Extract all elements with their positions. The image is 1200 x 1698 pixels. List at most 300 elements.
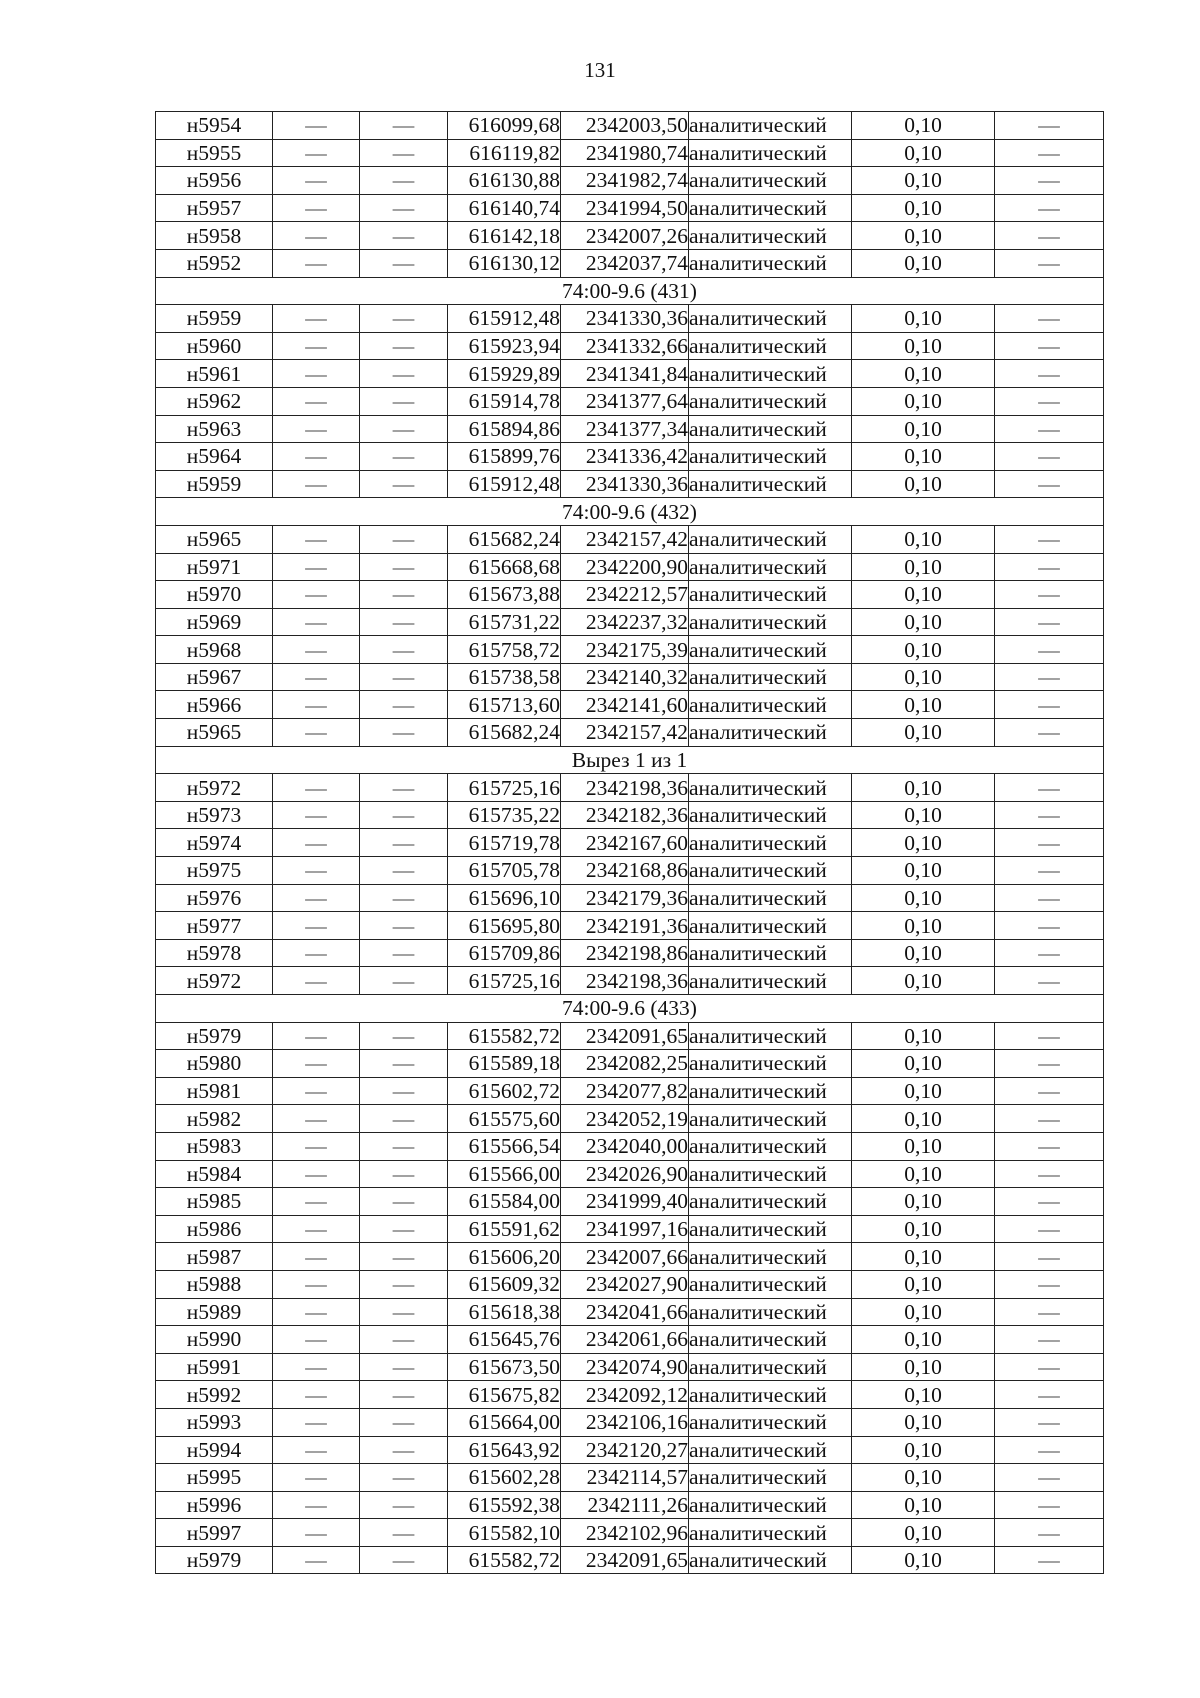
method-cell: аналитический [689,774,852,802]
y-coordinate-cell: 2341994,50 [561,194,689,222]
empty-dash-cell: — [360,470,448,498]
accuracy-cell: 0,10 [852,387,995,415]
y-coordinate-cell: 2342157,42 [561,525,689,553]
empty-dash-cell: — [273,360,360,388]
table-row [156,525,1104,553]
empty-dash-cell: — [995,360,1104,388]
x-coordinate-cell: 615566,54 [448,1132,561,1160]
empty-dash-cell: — [995,1408,1104,1436]
point-name-cell: н5971 [156,553,273,581]
accuracy-cell: 0,10 [852,194,995,222]
point-name-cell: н5956 [156,167,273,195]
y-coordinate-cell: 2342037,74 [561,249,689,277]
empty-dash-cell: — [273,608,360,636]
x-coordinate-cell: 615668,68 [448,553,561,581]
empty-dash-cell: — [995,1050,1104,1078]
x-coordinate-cell: 615582,10 [448,1519,561,1547]
method-cell: аналитический [689,553,852,581]
method-cell: аналитический [689,829,852,857]
method-cell: аналитический [689,636,852,664]
empty-dash-cell: — [273,939,360,967]
point-name-cell: н5982 [156,1105,273,1133]
y-coordinate-cell: 2342052,19 [561,1105,689,1133]
accuracy-cell: 0,10 [852,1215,995,1243]
section-header-row [156,498,1104,526]
empty-dash-cell: — [995,884,1104,912]
x-coordinate-cell: 615735,22 [448,801,561,829]
y-coordinate-cell: 2342175,39 [561,636,689,664]
method-cell: аналитический [689,1464,852,1492]
table-row [156,470,1104,498]
table-row [156,939,1104,967]
empty-dash-cell: — [360,194,448,222]
empty-dash-cell: — [995,663,1104,691]
table-row [156,608,1104,636]
point-name-cell: н5967 [156,663,273,691]
method-cell: аналитический [689,525,852,553]
point-name-cell: н5962 [156,387,273,415]
empty-dash-cell: — [273,1077,360,1105]
empty-dash-cell: — [360,1353,448,1381]
table-row [156,332,1104,360]
empty-dash-cell: — [360,1519,448,1547]
x-coordinate-cell: 615929,89 [448,360,561,388]
empty-dash-cell: — [995,829,1104,857]
y-coordinate-cell: 2342106,16 [561,1408,689,1436]
empty-dash-cell: — [995,1132,1104,1160]
x-coordinate-cell: 615912,48 [448,305,561,333]
point-name-cell: н5960 [156,332,273,360]
empty-dash-cell: — [995,1188,1104,1216]
x-coordinate-cell: 615664,00 [448,1408,561,1436]
x-coordinate-cell: 615713,60 [448,691,561,719]
table-row [156,801,1104,829]
table-row [156,1215,1104,1243]
empty-dash-cell: — [273,470,360,498]
empty-dash-cell: — [273,1105,360,1133]
empty-dash-cell: — [360,1105,448,1133]
empty-dash-cell: — [360,1298,448,1326]
method-cell: аналитический [689,1160,852,1188]
empty-dash-cell: — [273,525,360,553]
accuracy-cell: 0,10 [852,829,995,857]
accuracy-cell: 0,10 [852,801,995,829]
empty-dash-cell: — [995,939,1104,967]
empty-dash-cell: — [273,1326,360,1354]
accuracy-cell: 0,10 [852,139,995,167]
empty-dash-cell: — [995,691,1104,719]
empty-dash-cell: — [273,415,360,443]
empty-dash-cell: — [273,1050,360,1078]
accuracy-cell: 0,10 [852,774,995,802]
y-coordinate-cell: 2342007,26 [561,222,689,250]
accuracy-cell: 0,10 [852,719,995,747]
page-number: 131 [584,58,616,82]
point-name-cell: н5963 [156,415,273,443]
x-coordinate-cell: 615602,72 [448,1077,561,1105]
point-name-cell: н5986 [156,1215,273,1243]
table-row [156,1353,1104,1381]
empty-dash-cell: — [273,1132,360,1160]
empty-dash-cell: — [995,774,1104,802]
x-coordinate-cell: 615923,94 [448,332,561,360]
method-cell: аналитический [689,1105,852,1133]
table-row [156,581,1104,609]
point-name-cell: н5979 [156,1546,273,1574]
y-coordinate-cell: 2342003,50 [561,112,689,140]
x-coordinate-cell: 616130,12 [448,249,561,277]
x-coordinate-cell: 615914,78 [448,387,561,415]
x-coordinate-cell: 616142,18 [448,222,561,250]
y-coordinate-cell: 2342140,32 [561,663,689,691]
empty-dash-cell: — [273,1519,360,1547]
empty-dash-cell: — [360,939,448,967]
table-row [156,857,1104,885]
y-coordinate-cell: 2342167,60 [561,829,689,857]
empty-dash-cell: — [995,553,1104,581]
y-coordinate-cell: 2342237,32 [561,608,689,636]
empty-dash-cell: — [360,719,448,747]
empty-dash-cell: — [273,332,360,360]
point-name-cell: н5972 [156,774,273,802]
x-coordinate-cell: 615673,88 [448,581,561,609]
x-coordinate-cell: 615725,16 [448,967,561,995]
empty-dash-cell: — [995,387,1104,415]
table-row [156,663,1104,691]
empty-dash-cell: — [273,801,360,829]
x-coordinate-cell: 616099,68 [448,112,561,140]
method-cell: аналитический [689,1050,852,1078]
accuracy-cell: 0,10 [852,470,995,498]
method-cell: аналитический [689,1298,852,1326]
coordinates-table [155,111,1104,1574]
point-name-cell: н5981 [156,1077,273,1105]
x-coordinate-cell: 615682,24 [448,719,561,747]
point-name-cell: н5974 [156,829,273,857]
point-name-cell: н5991 [156,1353,273,1381]
x-coordinate-cell: 615582,72 [448,1546,561,1574]
method-cell: аналитический [689,1408,852,1436]
empty-dash-cell: — [273,1298,360,1326]
table-row [156,415,1104,443]
section-header-row [156,277,1104,305]
y-coordinate-cell: 2342026,90 [561,1160,689,1188]
empty-dash-cell: — [273,1270,360,1298]
x-coordinate-cell: 615618,38 [448,1298,561,1326]
y-coordinate-cell: 2341377,64 [561,387,689,415]
table-row [156,249,1104,277]
accuracy-cell: 0,10 [852,1132,995,1160]
empty-dash-cell: — [273,636,360,664]
point-name-cell: н5965 [156,719,273,747]
y-coordinate-cell: 2342191,36 [561,912,689,940]
empty-dash-cell: — [995,415,1104,443]
empty-dash-cell: — [360,884,448,912]
empty-dash-cell: — [360,829,448,857]
method-cell: аналитический [689,360,852,388]
empty-dash-cell: — [273,884,360,912]
empty-dash-cell: — [995,1546,1104,1574]
empty-dash-cell: — [360,691,448,719]
table-row [156,443,1104,471]
method-cell: аналитический [689,1381,852,1409]
empty-dash-cell: — [360,112,448,140]
point-name-cell: н5954 [156,112,273,140]
point-name-cell: н5983 [156,1132,273,1160]
empty-dash-cell: — [995,1022,1104,1050]
empty-dash-cell: — [360,222,448,250]
method-cell: аналитический [689,387,852,415]
empty-dash-cell: — [360,415,448,443]
empty-dash-cell: — [360,774,448,802]
accuracy-cell: 0,10 [852,1188,995,1216]
accuracy-cell: 0,10 [852,553,995,581]
method-cell: аналитический [689,167,852,195]
table-row [156,1243,1104,1271]
method-cell: аналитический [689,194,852,222]
empty-dash-cell: — [273,112,360,140]
accuracy-cell: 0,10 [852,884,995,912]
empty-dash-cell: — [995,1298,1104,1326]
point-name-cell: н5990 [156,1326,273,1354]
point-name-cell: н5972 [156,967,273,995]
table-row [156,774,1104,802]
empty-dash-cell: — [360,1326,448,1354]
y-coordinate-cell: 2342182,36 [561,801,689,829]
method-cell: аналитический [689,1077,852,1105]
empty-dash-cell: — [273,691,360,719]
empty-dash-cell: — [360,663,448,691]
accuracy-cell: 0,10 [852,1160,995,1188]
method-cell: аналитический [689,1491,852,1519]
y-coordinate-cell: 2341997,16 [561,1215,689,1243]
x-coordinate-cell: 615696,10 [448,884,561,912]
table-row [156,1050,1104,1078]
empty-dash-cell: — [995,139,1104,167]
table-row [156,829,1104,857]
empty-dash-cell: — [995,1491,1104,1519]
empty-dash-cell: — [995,470,1104,498]
x-coordinate-cell: 616140,74 [448,194,561,222]
empty-dash-cell: — [360,1491,448,1519]
y-coordinate-cell: 2342074,90 [561,1353,689,1381]
x-coordinate-cell: 615899,76 [448,443,561,471]
empty-dash-cell: — [273,1215,360,1243]
point-name-cell: н5969 [156,608,273,636]
method-cell: аналитический [689,1188,852,1216]
accuracy-cell: 0,10 [852,332,995,360]
empty-dash-cell: — [273,1188,360,1216]
empty-dash-cell: — [995,636,1104,664]
table-row [156,553,1104,581]
y-coordinate-cell: 2341377,34 [561,415,689,443]
x-coordinate-cell: 615894,86 [448,415,561,443]
accuracy-cell: 0,10 [852,939,995,967]
table-row [156,1105,1104,1133]
point-name-cell: н5989 [156,1298,273,1326]
empty-dash-cell: — [360,801,448,829]
empty-dash-cell: — [273,222,360,250]
accuracy-cell: 0,10 [852,1408,995,1436]
point-name-cell: н5959 [156,470,273,498]
empty-dash-cell: — [995,608,1104,636]
empty-dash-cell: — [273,1408,360,1436]
y-coordinate-cell: 2342091,65 [561,1546,689,1574]
point-name-cell: н5968 [156,636,273,664]
y-coordinate-cell: 2342027,90 [561,1270,689,1298]
x-coordinate-cell: 615589,18 [448,1050,561,1078]
accuracy-cell: 0,10 [852,525,995,553]
accuracy-cell: 0,10 [852,581,995,609]
point-name-cell: н5973 [156,801,273,829]
method-cell: аналитический [689,663,852,691]
section-header-row [156,995,1104,1023]
table-row [156,1491,1104,1519]
section-header: 74:00-9.6 (431) [156,277,1104,305]
method-cell: аналитический [689,691,852,719]
empty-dash-cell: — [273,1436,360,1464]
x-coordinate-cell: 615675,82 [448,1381,561,1409]
empty-dash-cell: — [995,1105,1104,1133]
point-name-cell: н5993 [156,1408,273,1436]
empty-dash-cell: — [273,1464,360,1492]
y-coordinate-cell: 2342141,60 [561,691,689,719]
point-name-cell: н5996 [156,1491,273,1519]
point-name-cell: н5984 [156,1160,273,1188]
table-row [156,1436,1104,1464]
section-header: Вырез 1 из 1 [156,746,1104,774]
empty-dash-cell: — [273,139,360,167]
empty-dash-cell: — [995,1519,1104,1547]
x-coordinate-cell: 615609,32 [448,1270,561,1298]
accuracy-cell: 0,10 [852,112,995,140]
x-coordinate-cell: 615566,00 [448,1160,561,1188]
x-coordinate-cell: 616119,82 [448,139,561,167]
y-coordinate-cell: 2341341,84 [561,360,689,388]
empty-dash-cell: — [273,387,360,415]
empty-dash-cell: — [360,1188,448,1216]
method-cell: аналитический [689,967,852,995]
empty-dash-cell: — [995,443,1104,471]
empty-dash-cell: — [995,1243,1104,1271]
empty-dash-cell: — [273,1491,360,1519]
empty-dash-cell: — [273,912,360,940]
section-header-row [156,746,1104,774]
empty-dash-cell: — [360,360,448,388]
table-row [156,1546,1104,1574]
empty-dash-cell: — [360,1022,448,1050]
y-coordinate-cell: 2342111,26 [561,1491,689,1519]
point-name-cell: н5961 [156,360,273,388]
point-name-cell: н5977 [156,912,273,940]
table-row [156,719,1104,747]
table-row [156,1022,1104,1050]
method-cell: аналитический [689,581,852,609]
y-coordinate-cell: 2342092,12 [561,1381,689,1409]
empty-dash-cell: — [273,1353,360,1381]
empty-dash-cell: — [360,249,448,277]
y-coordinate-cell: 2342200,90 [561,553,689,581]
empty-dash-cell: — [995,112,1104,140]
accuracy-cell: 0,10 [852,1464,995,1492]
accuracy-cell: 0,10 [852,1105,995,1133]
empty-dash-cell: — [360,608,448,636]
method-cell: аналитический [689,719,852,747]
empty-dash-cell: — [360,553,448,581]
accuracy-cell: 0,10 [852,857,995,885]
x-coordinate-cell: 615606,20 [448,1243,561,1271]
method-cell: аналитический [689,1353,852,1381]
x-coordinate-cell: 615584,00 [448,1188,561,1216]
table-row [156,1077,1104,1105]
x-coordinate-cell: 615591,62 [448,1215,561,1243]
empty-dash-cell: — [995,525,1104,553]
method-cell: аналитический [689,1436,852,1464]
empty-dash-cell: — [360,387,448,415]
y-coordinate-cell: 2342179,36 [561,884,689,912]
y-coordinate-cell: 2341332,66 [561,332,689,360]
y-coordinate-cell: 2342212,57 [561,581,689,609]
empty-dash-cell: — [360,525,448,553]
empty-dash-cell: — [360,636,448,664]
empty-dash-cell: — [273,581,360,609]
x-coordinate-cell: 615645,76 [448,1326,561,1354]
method-cell: аналитический [689,1022,852,1050]
method-cell: аналитический [689,415,852,443]
empty-dash-cell: — [995,1160,1104,1188]
y-coordinate-cell: 2342120,27 [561,1436,689,1464]
empty-dash-cell: — [995,1464,1104,1492]
method-cell: аналитический [689,470,852,498]
empty-dash-cell: — [995,1381,1104,1409]
empty-dash-cell: — [273,167,360,195]
x-coordinate-cell: 615695,80 [448,912,561,940]
method-cell: аналитический [689,1326,852,1354]
accuracy-cell: 0,10 [852,912,995,940]
accuracy-cell: 0,10 [852,1298,995,1326]
accuracy-cell: 0,10 [852,249,995,277]
accuracy-cell: 0,10 [852,1519,995,1547]
empty-dash-cell: — [360,1464,448,1492]
empty-dash-cell: — [995,581,1104,609]
accuracy-cell: 0,10 [852,1491,995,1519]
accuracy-cell: 0,10 [852,1326,995,1354]
table-row [156,167,1104,195]
method-cell: аналитический [689,1215,852,1243]
table-row [156,222,1104,250]
empty-dash-cell: — [995,801,1104,829]
empty-dash-cell: — [273,719,360,747]
y-coordinate-cell: 2342091,65 [561,1022,689,1050]
method-cell: аналитический [689,801,852,829]
table-row [156,1298,1104,1326]
method-cell: аналитический [689,305,852,333]
empty-dash-cell: — [273,829,360,857]
method-cell: аналитический [689,139,852,167]
empty-dash-cell: — [273,194,360,222]
method-cell: аналитический [689,1270,852,1298]
empty-dash-cell: — [995,305,1104,333]
point-name-cell: н5955 [156,139,273,167]
x-coordinate-cell: 615673,50 [448,1353,561,1381]
method-cell: аналитический [689,1132,852,1160]
point-name-cell: н5978 [156,939,273,967]
x-coordinate-cell: 615575,60 [448,1105,561,1133]
point-name-cell: н5964 [156,443,273,471]
x-coordinate-cell: 615705,78 [448,857,561,885]
empty-dash-cell: — [273,249,360,277]
y-coordinate-cell: 2342007,66 [561,1243,689,1271]
